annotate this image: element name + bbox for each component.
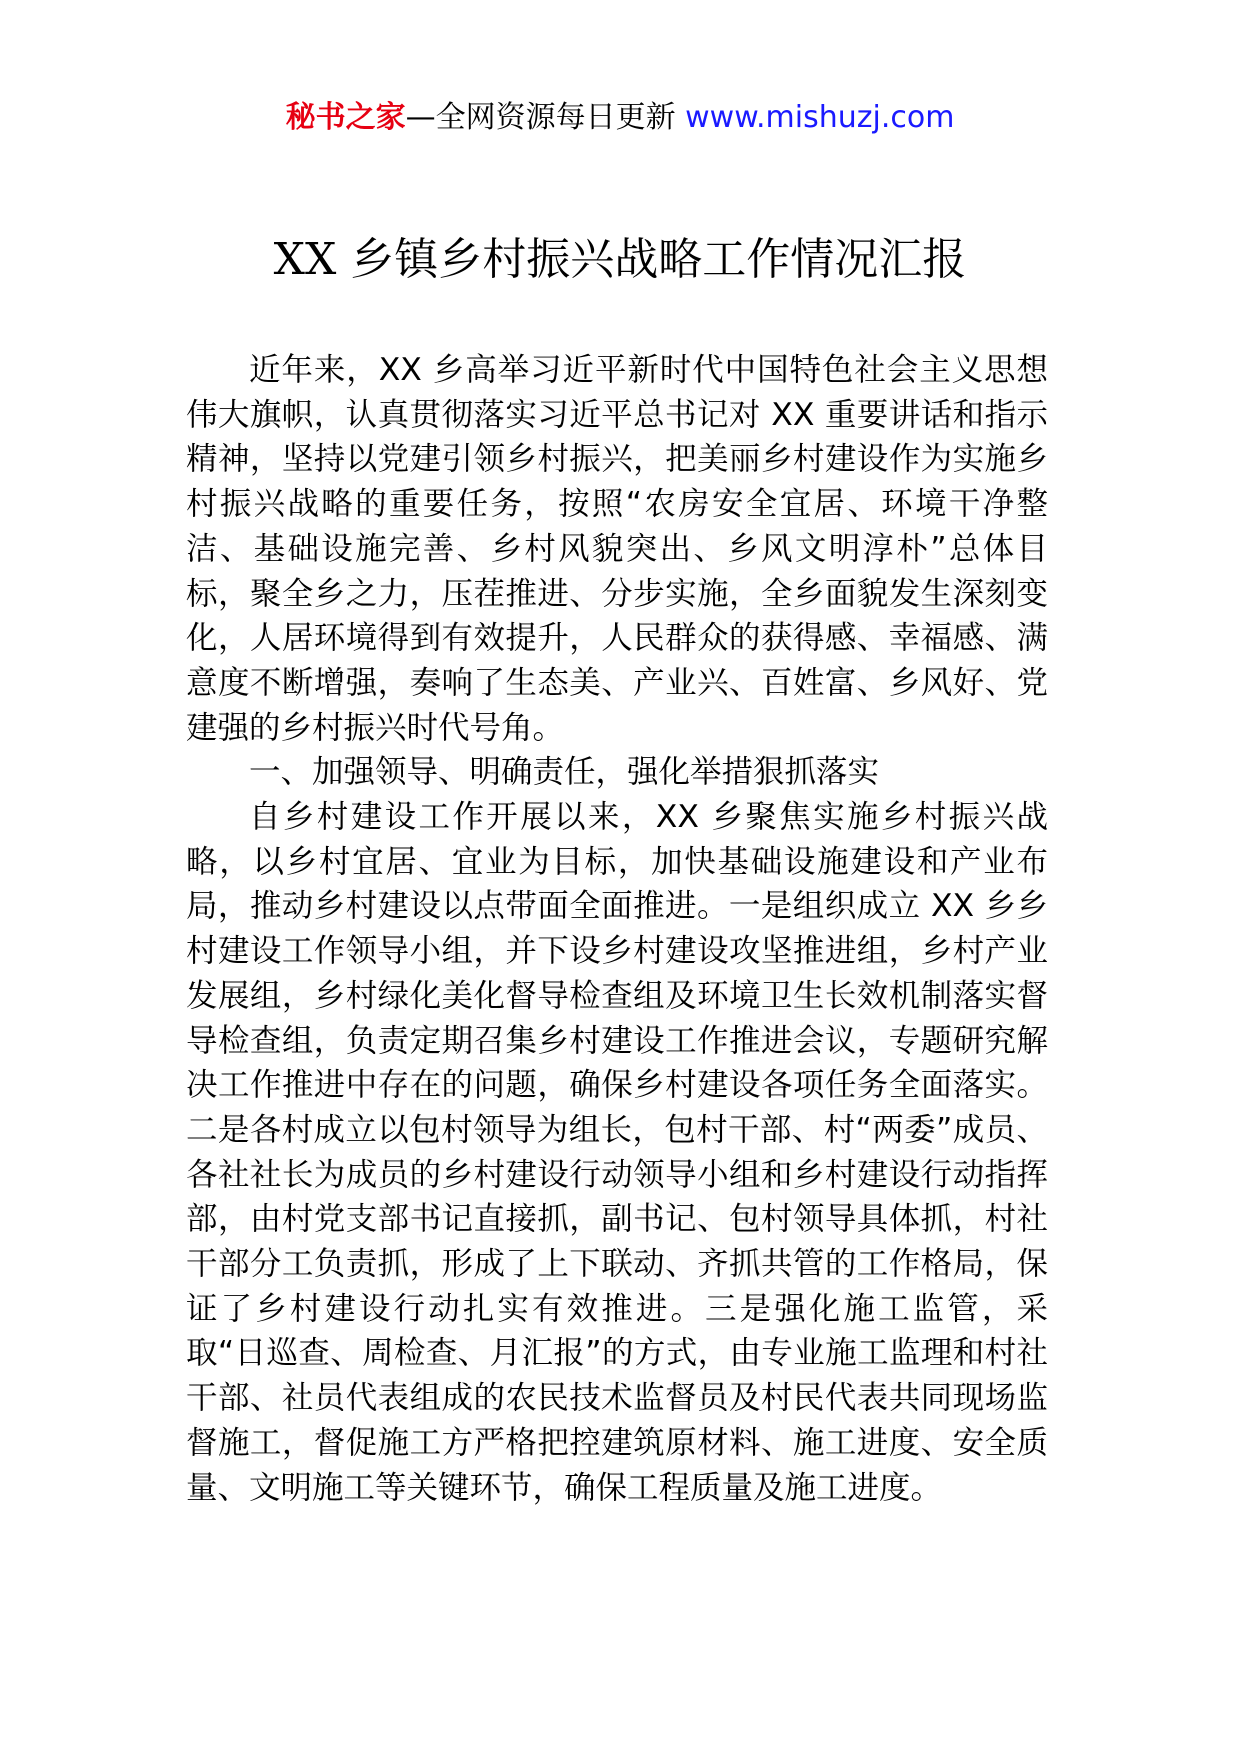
site-url-link[interactable]: www.mishuzj.com (685, 100, 955, 135)
body-paragraph: 自乡村建设工作开展以来，XX 乡聚焦实施乡村振兴战略，以乡村宜居、宜业为目标，加快基础设施建设和产业布局，推动乡村建设以点带面全面推进。一是组织成立 XX 乡乡村建设工作领导小组，并下设乡村建设攻坚推进组，乡村产业发展组，乡村绿化美化督导检查组及环境卫生长效机制落实督导检查组，负责定期召集乡村建设工作推进会议，专题研究解决工作推进中存在的问题，确保乡村建设各项任务全面落实。二是各村成立以包村领导为组长，包村干部、村“两委”成员、各社社长为成员的乡村建设行动领导小组和乡村建设行动指挥部，由村党支部书记直接抓，副书记、包村领导具体抓，村社干部分工负责抓，形成了上下联动、齐抓共管的工作格局，保证了乡村建设行动扎实有效推进。三是强化施工监管，采取“日巡查、周检查、月汇报”的方式，由专业施工监理和村社干部、社员代表组成的农民技术监督员及村民代表共同现场监督施工，督促施工方严格把控建筑原材料、施工进度、安全质量、文明施工等关键环节，确保工程质量及施工进度。 (186, 799, 1048, 1506)
document-title: XX 乡镇乡村振兴战略工作情况汇报 (273, 234, 967, 285)
document-body (186, 348, 1048, 1510)
intro-paragraph: 近年来，XX 乡高举习近平新时代中国特色社会主义思想伟大旗帜，认真贯彻落实习近平总书记对 XX 重要讲话和指示精神，坚持以党建引领乡村振兴，把美丽乡村建设作为实施乡村振兴战略的重要任务，按照“农房安全宜居、环境干净整洁、基础设施完善、乡村风貌突出、乡风文明淳朴”总体目标，聚全乡之力，压茬推进、分步实施，全乡面貌发生深刻变化，人居环境得到有效提升，人民群众的获得感、幸福感、满意度不断增强，奏响了生态美、产业兴、百姓富、乡风好、党建强的乡村振兴时代号角。 (186, 352, 1048, 746)
watermark-header (0, 98, 1240, 138)
header-tagline: —全网资源每日更新 (405, 100, 676, 135)
section-heading: 一、加强领导、明确责任，强化举措狠抓落实 (249, 754, 880, 791)
brand-name: 秘书之家 (285, 100, 406, 135)
